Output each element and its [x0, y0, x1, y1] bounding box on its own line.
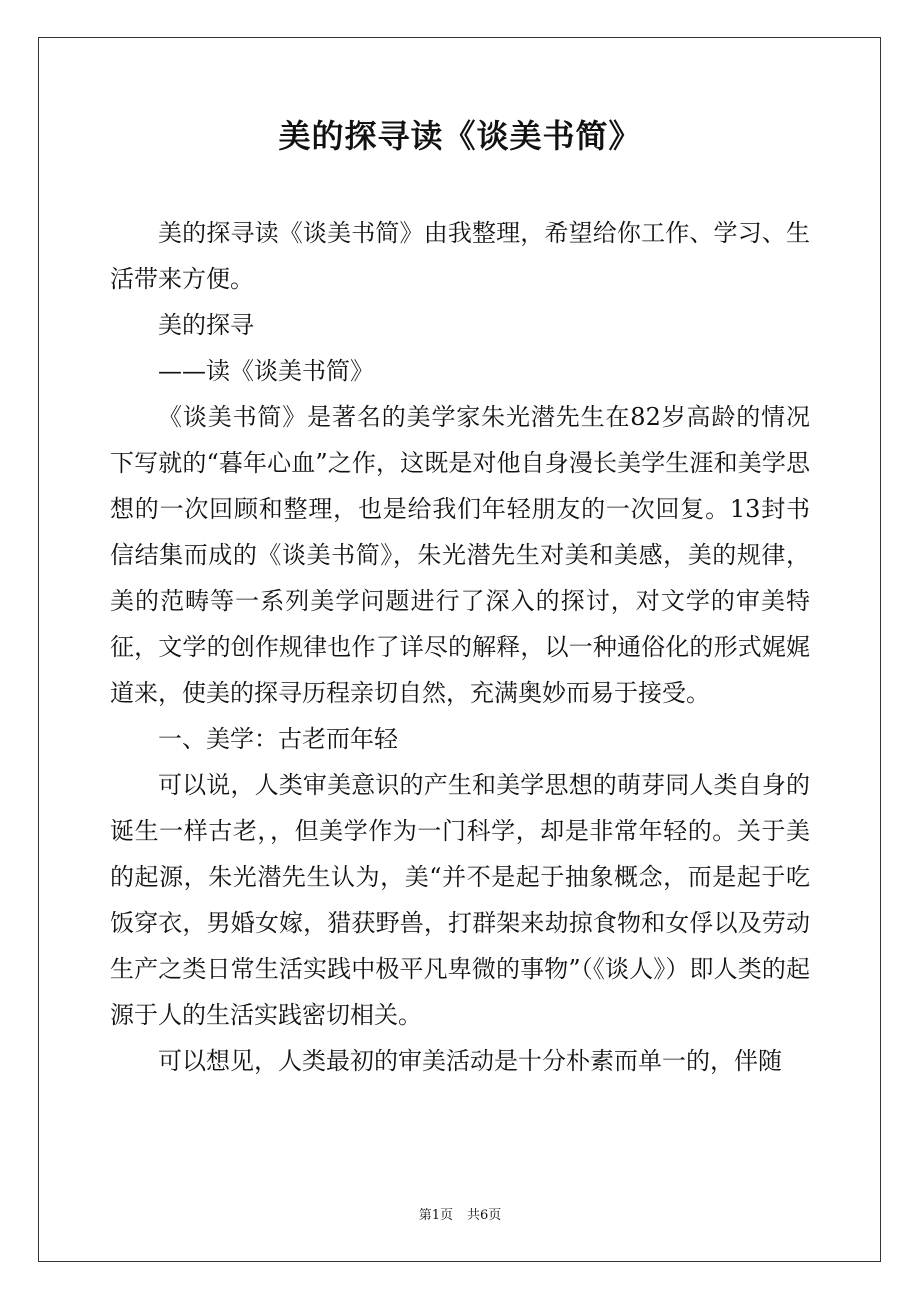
document-body — [110, 210, 810, 1084]
document-title: 美的探寻读《谈美书简》 — [278, 117, 642, 155]
paragraph-body: 可以说，人类审美意识的产生和美学思想的萌芽同人类自身的诞生一样古老，，但美学作为一门科学，却是非常年轻的。关于美的起源，朱光潜先生认为，美“并不是起于抽象概念，而是起于吃饭穿衣，男婚女嫁，猎获野兽，打群架来劫掠食物和女俘以及劳动生产之类日常生活实践中极平凡卑微的事物”（《谈人》）即人类的起源于人的生活实践密切相关。 — [110, 771, 810, 1029]
paragraph-heading: 美的探寻 — [158, 311, 254, 339]
page-footer — [0, 1207, 920, 1225]
paragraph-body: 可以想见，人类最初的审美活动是十分朴素而单一的，伴随 — [158, 1047, 782, 1075]
paragraph-intro: 美的探寻读《谈美书简》由我整理，希望给你工作、学习、生活带来方便。 — [110, 219, 810, 293]
page-total: 共6页 — [467, 1208, 502, 1223]
page-number: 第1页 — [418, 1208, 453, 1223]
section-heading: 一、美学：古老而年轻 — [158, 725, 398, 753]
paragraph-body: 《谈美书简》是著名的美学家朱光潜先生在82岁高龄的情况下写就的“暮年心血”之作，这既是对他自身漫长美学生涯和美学思想的一次回顾和整理，也是给我们年轻朋友的一次回复。13封书信结集而成的《谈美书简》，朱光潜先生对美和美感，美的规律，美的范畴等一系列美学问题进行了深入的探讨，对文学的审美特征，文学的创作规律也作了详尽的解释，以一种通俗化的形式娓娓道来，使美的探寻历程亲切自然，充满奥妙而易于接受。 — [110, 403, 810, 707]
paragraph-subheading: ——读《谈美书简》 — [158, 357, 374, 385]
